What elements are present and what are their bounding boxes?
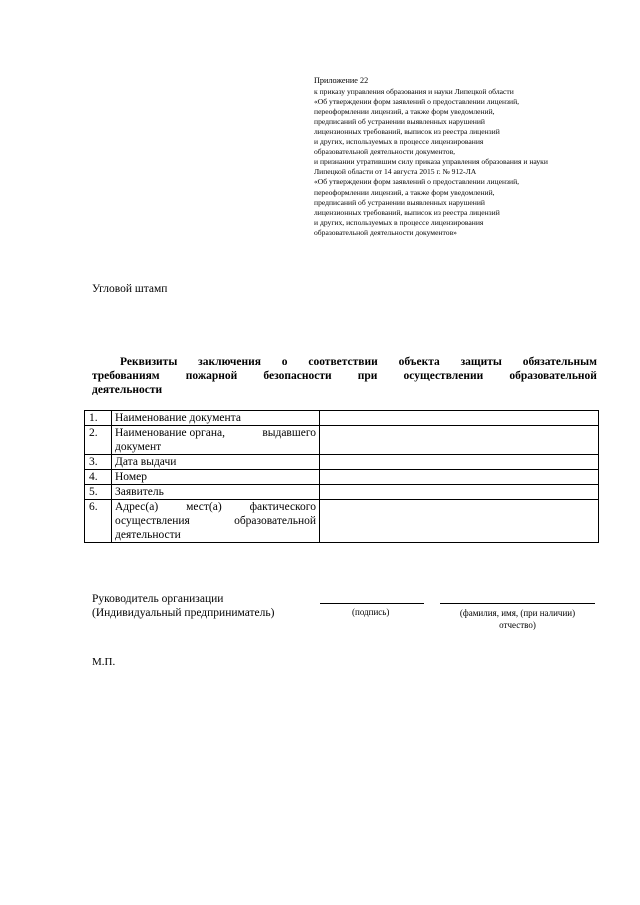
name-caption-line: отчество) (499, 620, 536, 630)
appendix-line: к приказу управления образования и науки Липецкой области (314, 86, 514, 96)
heading-word: защиты (460, 356, 502, 368)
row-label-part: выдавшего (262, 427, 316, 439)
table-row (85, 426, 599, 455)
signature-line[interactable] (320, 603, 424, 604)
heading-word: безопасности (263, 370, 332, 382)
row-label-part: образовательной (234, 515, 316, 527)
appendix-line: Липецкой области от 14 августа 2015 г. № 912-ЛА (314, 167, 477, 177)
row-number: 5. (85, 485, 112, 500)
heading-line-3: деятельности (92, 384, 163, 396)
heading-line-1 (92, 355, 597, 369)
appendix-line: и признании утратившим силу приказа управления образования и науки (314, 157, 548, 167)
signature-block (92, 592, 274, 620)
row-label: Дата выдачи (112, 455, 320, 470)
row-number: 4. (85, 470, 112, 485)
row-label-part: осуществления (115, 515, 190, 527)
row-label-part: деятельности (115, 529, 181, 541)
row-label (112, 426, 320, 455)
row-label (112, 500, 320, 543)
signature-caption: (подпись) (352, 607, 390, 617)
appendix-line: и других, используемых в процессе лицензирования (314, 217, 484, 227)
heading-word: при (357, 370, 378, 382)
heading-word: объекта (398, 356, 440, 368)
corner-stamp-label: Угловой штамп (92, 283, 168, 295)
table-row (85, 470, 599, 485)
row-value-cell[interactable] (320, 411, 599, 426)
table-row (85, 455, 599, 470)
signature-role-alt: (Индивидуальный предприниматель) (92, 607, 275, 619)
appendix-line: и других, используемых в процессе лицензирования (314, 137, 484, 147)
heading-word: осуществлении (403, 370, 484, 382)
table-row (85, 485, 599, 500)
appendix-header (314, 76, 614, 238)
appendix-line: «Об утверждении форм заявлений о предоставлении лицензий, (314, 177, 520, 187)
row-value-cell[interactable] (320, 426, 599, 455)
row-value-cell[interactable] (320, 485, 599, 500)
heading-word: Реквизиты (120, 356, 178, 368)
heading-word: обязательным (522, 356, 597, 368)
row-label: Заявитель (112, 485, 320, 500)
row-number: 1. (85, 411, 112, 426)
heading-word: пожарной (185, 370, 238, 382)
appendix-line: лицензионных требований, выписок из реестра лицензий (314, 126, 500, 136)
row-number: 2. (85, 426, 112, 455)
appendix-line: лицензионных требований, выписок из реестра лицензий (314, 207, 500, 217)
row-label: Номер (112, 470, 320, 485)
row-number: 6. (85, 500, 112, 543)
appendix-line: переоформлении лицензий, а также форм уведомлений, (314, 106, 495, 116)
row-value-cell[interactable] (320, 470, 599, 485)
appendix-line: образовательной деятельности документов» (314, 227, 457, 237)
appendix-line: образовательной деятельности документов, (314, 147, 456, 157)
signature-role: Руководитель организации (92, 593, 224, 605)
row-number: 3. (85, 455, 112, 470)
document-heading (92, 355, 597, 397)
heading-word: заключения (198, 356, 261, 368)
appendix-line: «Об утверждении форм заявлений о предоставлении лицензий, (314, 96, 520, 106)
heading-word: образовательной (509, 370, 597, 382)
appendix-line: предписаний об устранении выявленных нарушений (314, 197, 485, 207)
row-value-cell[interactable] (320, 500, 599, 543)
row-label: Наименование документа (112, 411, 320, 426)
name-caption-line: (фамилия, имя, (при наличии) (459, 608, 576, 618)
heading-word: о (281, 356, 288, 368)
name-caption (440, 607, 595, 631)
appendix-line: переоформлении лицензий, а также форм уведомлений, (314, 187, 495, 197)
heading-word: требованиям (92, 370, 160, 382)
heading-line-2 (92, 369, 597, 383)
row-label-part: Наименование органа, (115, 427, 225, 439)
row-label-part: Адрес(а) (115, 501, 159, 513)
row-label-part: фактического (249, 501, 316, 513)
heading-word: соответствии (308, 356, 378, 368)
table-row (85, 411, 599, 426)
appendix-title: Приложение 22 (314, 76, 369, 85)
requisites-table (84, 410, 599, 543)
row-value-cell[interactable] (320, 455, 599, 470)
appendix-line: предписаний об устранении выявленных нарушений (314, 116, 485, 126)
row-label-part: мест(а) (186, 501, 222, 513)
row-label-part: документ (115, 441, 162, 453)
seal-place-label: М.П. (92, 656, 116, 668)
name-line[interactable] (440, 603, 595, 604)
table-row (85, 500, 599, 543)
